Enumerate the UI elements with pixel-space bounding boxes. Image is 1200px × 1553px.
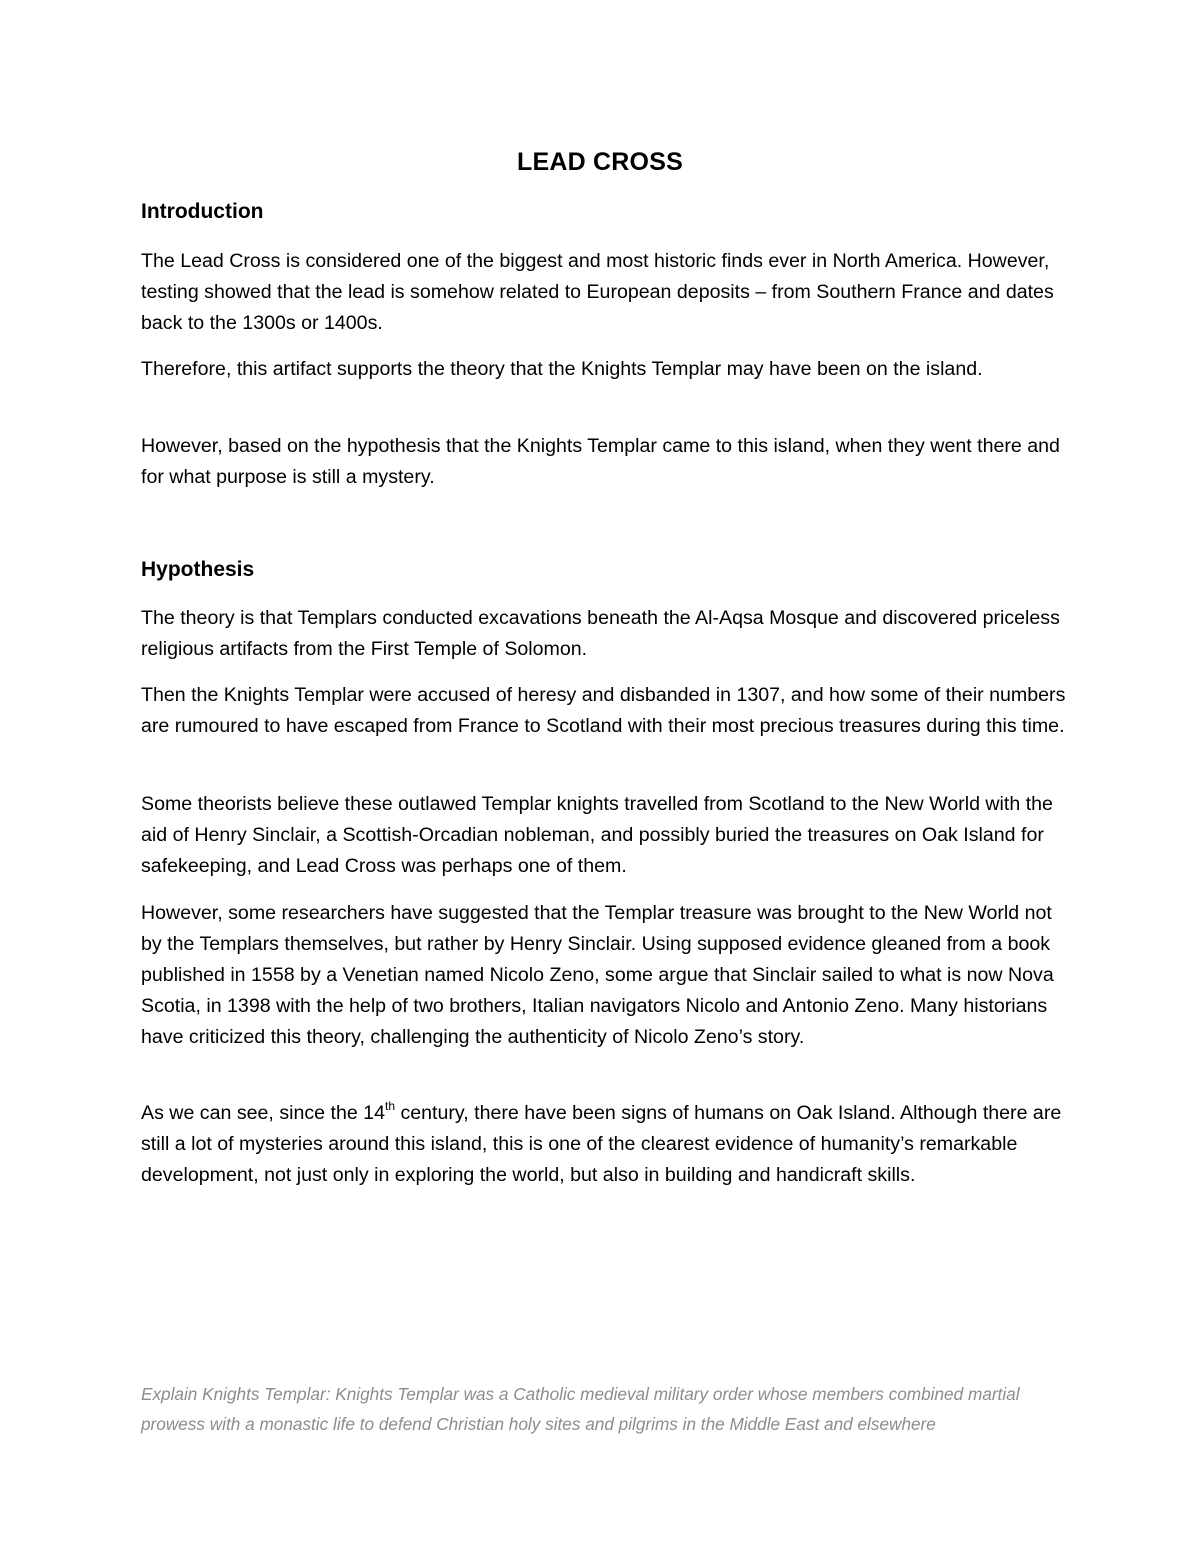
footnote: Explain Knights Templar: Knights Templar was a Catholic medieval military order whose members combined martial prowess with a monastic life to defend Christian holy sites and pilgrims in the Middle East and elsewhere bbox=[141, 1384, 1020, 1434]
closing-paragraph bbox=[141, 1098, 1066, 1191]
document-title: LEAD CROSS bbox=[517, 148, 683, 176]
ordinal-superscript: th bbox=[384, 1099, 395, 1113]
section-heading-introduction: Introduction bbox=[141, 200, 264, 223]
closing-text-before: As we can see, since the 14 bbox=[141, 1102, 385, 1124]
paragraph: Therefore, this artifact supports the theory that the Knights Templar may have been on the island. bbox=[141, 358, 983, 380]
paragraph: Some theorists believe these outlawed Templar knights travelled from Scotland to the New World with the aid of Henry Sinclair, a Scottish-Orcadian nobleman, and possibly buried the treasures on Oak Island for safekeeping, and Lead Cross was perhaps one of them. bbox=[141, 793, 1053, 877]
paragraph: Then the Knights Templar were accused of heresy and disbanded in 1307, and how some of their numbers are rumoured to have escaped from France to Scotland with their most precious treasures during this time. bbox=[141, 684, 1066, 737]
closing-text-after: century, there have been signs of humans on Oak Island. Although there are still a lot of mysteries around this island, this is one of the clearest evidence of humanity’s remarkable development, not just only in exploring the world, but also in building and handicraft skills. bbox=[141, 1102, 1062, 1186]
paragraph: The theory is that Templars conducted excavations beneath the Al-Aqsa Mosque and discovered priceless religious artifacts from the First Temple of Solomon. bbox=[141, 607, 1060, 660]
section-heading-hypothesis: Hypothesis bbox=[141, 558, 255, 581]
paragraph: However, based on the hypothesis that the Knights Templar came to this island, when they went there and for what purpose is still a mystery. bbox=[141, 435, 1060, 488]
paragraph: The Lead Cross is considered one of the biggest and most historic finds ever in North America. However, testing showed that the lead is somehow related to European deposits – from Southern France and dates back to the 1300s or 1400s. bbox=[141, 250, 1054, 334]
paragraph: However, some researchers have suggested that the Templar treasure was brought to the New World not by the Templars themselves, but rather by Henry Sinclair. Using supposed evidence gleaned from a book published in 1558 by a Venetian named Nicolo Zeno, some argue that Sinclair sailed to what is now Nova Scotia, in 1398 with the help of two brothers, Italian navigators Nicolo and Antonio Zeno. Many historians have criticized this theory, challenging the authenticity of Nicolo Zeno’s story. bbox=[141, 902, 1054, 1048]
